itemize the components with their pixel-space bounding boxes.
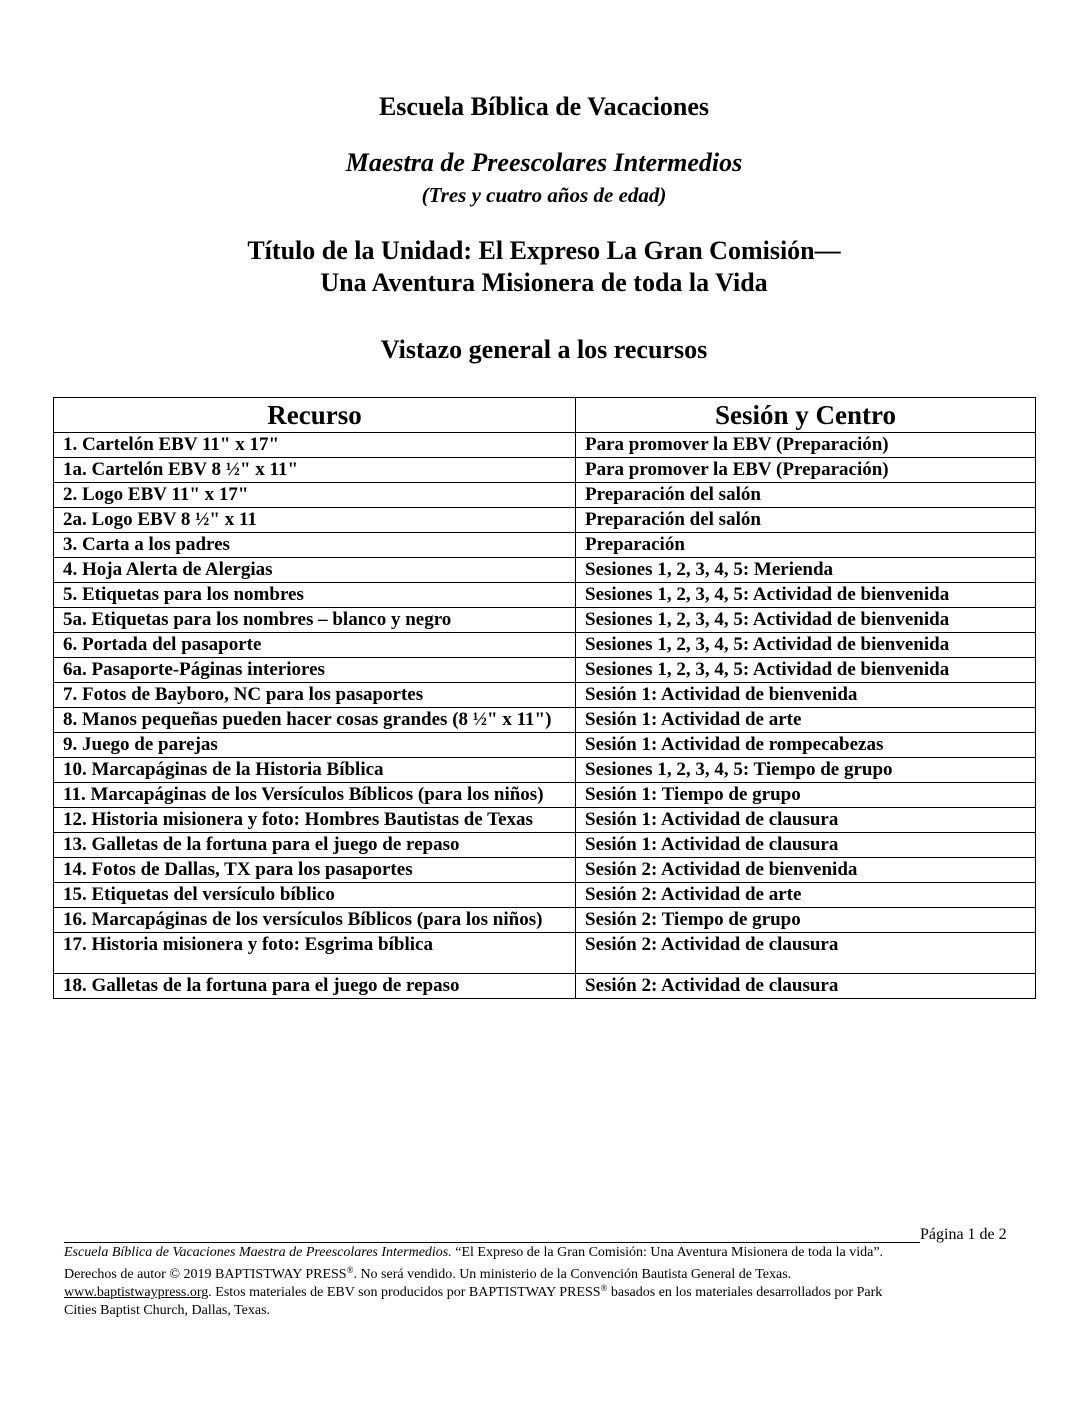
session-cell: Sesión 2: Actividad de arte: [576, 883, 1036, 908]
website-link[interactable]: www.baptistwaypress.org: [64, 1285, 209, 1300]
footer-citation: [64, 1244, 1024, 1261]
session-cell: Para promover la EBV (Preparación): [576, 458, 1036, 483]
document-title: Escuela Bíblica de Vacaciones: [378, 92, 710, 121]
table-row: [54, 733, 1036, 758]
table-row: [54, 758, 1036, 783]
table-row: [54, 783, 1036, 808]
section-heading: Vistazo general a los recursos: [380, 335, 708, 364]
table-header-row: [54, 398, 1036, 433]
resource-cell: 2a. Logo EBV 8 ½" x 11: [54, 508, 576, 533]
resource-cell: 7. Fotos de Bayboro, NC para los pasaportes: [54, 683, 576, 708]
age-range: (Tres y cuatro años de edad): [421, 183, 667, 207]
session-cell: Sesiones 1, 2, 3, 4, 5: Actividad de bienvenida: [576, 583, 1036, 608]
session-cell: Preparación del salón: [576, 508, 1036, 533]
unit-title-line-2: Una Aventura Misionera de toda la Vida: [320, 268, 768, 297]
document-subtitle: Maestra de Preescolares Intermedios: [345, 148, 743, 177]
resource-cell: 15. Etiquetas del versículo bíblico: [54, 883, 576, 908]
table-row: [54, 483, 1036, 508]
resource-cell: 1. Cartelón EBV 11" x 17": [54, 433, 576, 458]
session-cell: Sesión 2: Tiempo de grupo: [576, 908, 1036, 933]
resource-cell: 6. Portada del pasaporte: [54, 633, 576, 658]
session-cell: Sesión 2: Actividad de clausura: [576, 974, 1036, 999]
credits-text: . Estos materiales de EBV son producidos por BAPTISTWAY PRESS: [208, 1285, 601, 1300]
resource-cell: 9. Juego de parejas: [54, 733, 576, 758]
resource-cell: 4. Hoja Alerta de Alergias: [54, 558, 576, 583]
resource-cell: 3. Carta a los padres: [54, 533, 576, 558]
resource-cell: 11. Marcapáginas de los Versículos Bíblicos (para los niños): [54, 783, 576, 808]
resource-cell: 14. Fotos de Dallas, TX para los pasaportes: [54, 858, 576, 883]
table-row: [54, 883, 1036, 908]
session-cell: Sesión 1: Actividad de bienvenida: [576, 683, 1036, 708]
session-cell: Sesión 1: Actividad de arte: [576, 708, 1036, 733]
session-cell: Para promover la EBV (Preparación): [576, 433, 1036, 458]
registered-mark: ®: [600, 1283, 608, 1293]
resource-cell: 5. Etiquetas para los nombres: [54, 583, 576, 608]
session-cell: Sesiones 1, 2, 3, 4, 5: Actividad de bienvenida: [576, 608, 1036, 633]
footer-copyright: [64, 1266, 1024, 1283]
footer-credits: [64, 1284, 1024, 1301]
resource-cell: 8. Manos pequeñas pueden hacer cosas grandes (8 ½" x 11"): [54, 708, 576, 733]
copyright-text: Derechos de autor © 2019 BAPTISTWAY PRESS: [64, 1267, 347, 1282]
table-row: [54, 683, 1036, 708]
copyright-text-rest: . No será vendido. Un ministerio de la Convención Bautista General de Texas.: [353, 1267, 792, 1282]
table-row: [54, 708, 1036, 733]
footer-credits-end: Cities Baptist Church, Dallas, Texas.: [64, 1303, 271, 1318]
table-row: [54, 808, 1036, 833]
footer-rule: [64, 1242, 920, 1243]
resource-cell: 10. Marcapáginas de la Historia Bíblica: [54, 758, 576, 783]
table-row: [54, 433, 1036, 458]
credits-text-rest: basados en los materiales desarrollados por Park: [607, 1285, 883, 1300]
table-row: [54, 633, 1036, 658]
session-cell: Sesión 1: Actividad de clausura: [576, 833, 1036, 858]
table-row: [54, 533, 1036, 558]
table-row: [54, 508, 1036, 533]
table-row: [54, 933, 1036, 974]
session-cell: Sesión 2: Actividad de bienvenida: [576, 858, 1036, 883]
table-row: [54, 858, 1036, 883]
table-row: [54, 608, 1036, 633]
footer-book-title: Escuela Bíblica de Vacaciones Maestra de Preescolares Intermedios.: [64, 1245, 452, 1260]
session-cell: Preparación del salón: [576, 483, 1036, 508]
session-cell: Preparación: [576, 533, 1036, 558]
unit-title-line-1: Título de la Unidad: El Expreso La Gran Comisión—: [247, 236, 841, 265]
column-header-session: Sesión y Centro: [576, 398, 1036, 433]
table-row: [54, 558, 1036, 583]
resources-table: [53, 397, 1036, 999]
resource-cell: 6a. Pasaporte-Páginas interiores: [54, 658, 576, 683]
footer-series-title: “El Expreso de la Gran Comisión: Una Aventura Misionera de toda la vida”.: [451, 1245, 884, 1260]
table-row: [54, 658, 1036, 683]
resource-cell: 5a. Etiquetas para los nombres – blanco y negro: [54, 608, 576, 633]
session-cell: Sesiones 1, 2, 3, 4, 5: Actividad de bienvenida: [576, 633, 1036, 658]
page-number: Página 1 de 2: [920, 1226, 1007, 1243]
resource-cell: 17. Historia misionera y foto: Esgrima bíblica: [54, 933, 576, 974]
session-cell: Sesión 1: Actividad de clausura: [576, 808, 1036, 833]
column-header-resource: Recurso: [54, 398, 576, 433]
resource-cell: 16. Marcapáginas de los versículos Bíblicos (para los niños): [54, 908, 576, 933]
session-cell: Sesiones 1, 2, 3, 4, 5: Actividad de bienvenida: [576, 658, 1036, 683]
resource-cell: 12. Historia misionera y foto: Hombres Bautistas de Texas: [54, 808, 576, 833]
registered-mark: ®: [346, 1265, 354, 1275]
table-row: [54, 908, 1036, 933]
session-cell: Sesión 2: Actividad de clausura: [576, 933, 1036, 974]
table-row: [54, 974, 1036, 999]
session-cell: Sesiones 1, 2, 3, 4, 5: Tiempo de grupo: [576, 758, 1036, 783]
resource-cell: 18. Galletas de la fortuna para el juego de repaso: [54, 974, 576, 999]
table-row: [54, 458, 1036, 483]
table-row: [54, 833, 1036, 858]
resource-cell: 2. Logo EBV 11" x 17": [54, 483, 576, 508]
session-cell: Sesión 1: Tiempo de grupo: [576, 783, 1036, 808]
table-row: [54, 583, 1036, 608]
resource-cell: 1a. Cartelón EBV 8 ½" x 11": [54, 458, 576, 483]
session-cell: Sesión 1: Actividad de rompecabezas: [576, 733, 1036, 758]
session-cell: Sesiones 1, 2, 3, 4, 5: Merienda: [576, 558, 1036, 583]
resource-cell: 13. Galletas de la fortuna para el juego de repaso: [54, 833, 576, 858]
